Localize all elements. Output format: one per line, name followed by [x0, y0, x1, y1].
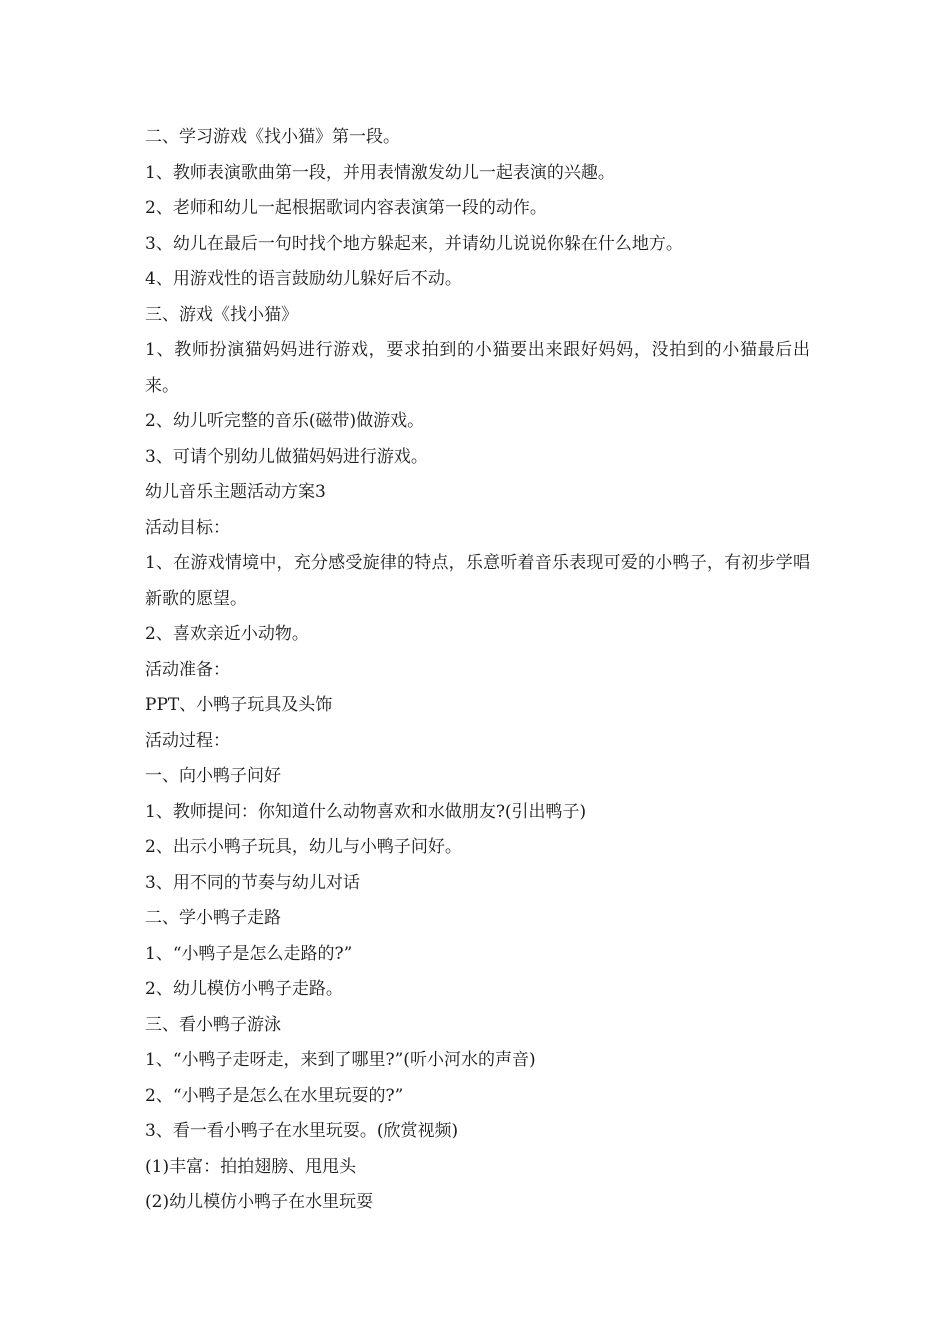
paragraph: 1、“小鸭子是怎么走路的?” [145, 943, 353, 964]
paragraph: 2、老师和幼儿一起根据歌词内容表演第一段的动作。 [145, 198, 547, 218]
paragraph: 2、喜欢亲近小动物。 [145, 624, 309, 644]
paragraph: 1、在游戏情境中，充分感受旋律的特点，乐意听着音乐表现可爱的小鸭子，有初步学唱新歌的愿望。 [145, 553, 810, 609]
paragraph: 3、用不同的节奏与幼儿对话 [145, 872, 360, 893]
heading-objectives: 活动目标： [145, 517, 230, 538]
paragraph: 3、看一看小鸭子在水里玩耍。(欣赏视频) [145, 1121, 459, 1141]
paragraph: 1、“小鸭子走呀走，来到了哪里?”(听小河水的声音) [145, 1050, 536, 1070]
section-heading-learn-game: 二、学习游戏《找小猫》第一段。 [145, 127, 400, 147]
paragraph: 1、教师提问：你知道什么动物喜欢和水做朋友?(引出鸭子) [145, 801, 587, 822]
paragraph: 2、幼儿模仿小鸭子走路。 [145, 979, 343, 999]
plan-title: 幼儿音乐主题活动方案3 [145, 482, 326, 502]
paragraph: 3、可请个别幼儿做猫妈妈进行游戏。 [145, 446, 428, 467]
paragraph: PPT、小鸭子玩具及头饰 [145, 695, 333, 715]
paragraph: (2)幼儿模仿小鸭子在水里玩耍 [145, 1192, 374, 1212]
heading-process: 活动过程： [145, 730, 230, 751]
section-heading-game: 三、游戏《找小猫》 [145, 304, 298, 325]
paragraph: (1)丰富：拍拍翅膀、甩甩头 [145, 1156, 357, 1177]
paragraph: 2、“小鸭子是怎么在水里玩耍的?” [145, 1085, 404, 1106]
paragraph: 3、幼儿在最后一句时找个地方躲起来，并请幼儿说说你躲在什么地方。 [145, 233, 683, 254]
section-heading-walk: 二、学小鸭子走路 [145, 908, 281, 928]
paragraph: 1、教师表演歌曲第一段，并用表情激发幼儿一起表演的兴趣。 [145, 162, 615, 183]
paragraph: 4、用游戏性的语言鼓励幼儿躲好后不动。 [145, 269, 462, 289]
paragraph: 2、幼儿听完整的音乐(磁带)做游戏。 [145, 411, 425, 431]
section-heading-swim: 三、看小鸭子游泳 [145, 1014, 281, 1035]
paragraph: 1、教师扮演猫妈妈进行游戏，要求拍到的小猫要出来跟好妈妈，没拍到的小猫最后出来。 [145, 340, 810, 396]
document-body [145, 120, 810, 1221]
paragraph: 2、出示小鸭子玩具，幼儿与小鸭子问好。 [145, 837, 462, 857]
section-heading-greet: 一、向小鸭子问好 [145, 766, 281, 786]
heading-preparation: 活动准备： [145, 659, 230, 680]
